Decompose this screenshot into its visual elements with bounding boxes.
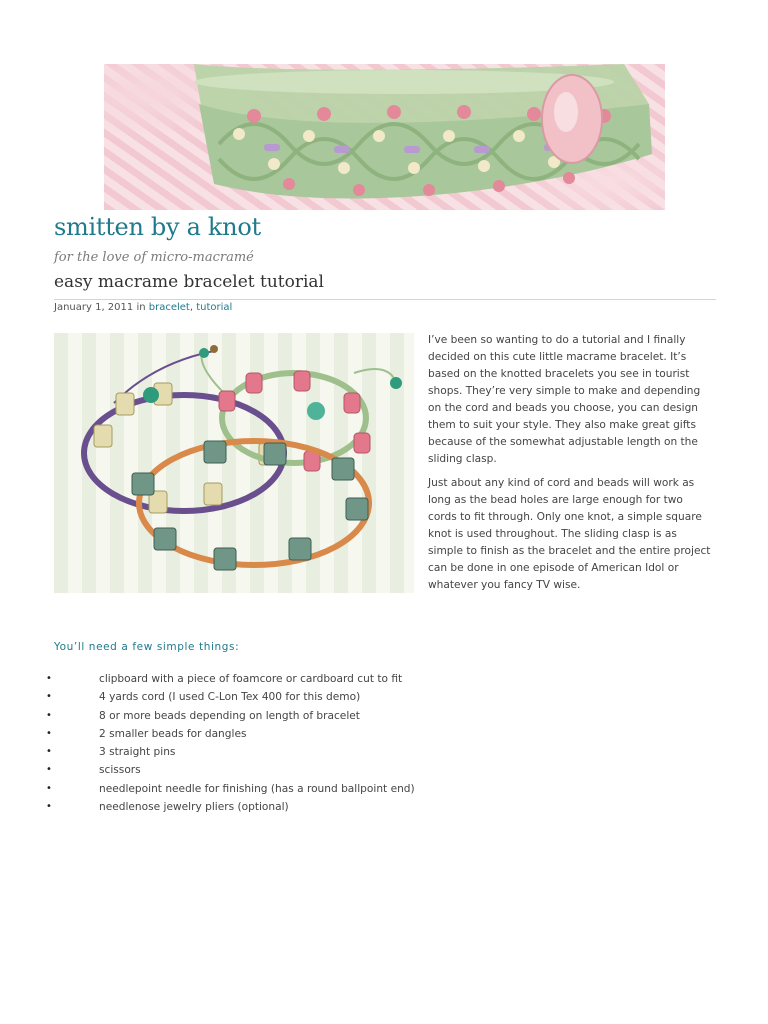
category-separator: , (189, 302, 194, 313)
supplies-heading: You’ll need a few simple things: (54, 641, 240, 653)
post-date: January 1, 2011 (54, 302, 134, 313)
supply-item-text: needlepoint needle for finishing (has a round ballpoint end) (99, 782, 415, 795)
bullet-icon: • (46, 691, 52, 703)
supply-item (0, 725, 415, 743)
bullet-icon: • (46, 709, 52, 721)
bullet-icon: • (46, 782, 52, 794)
category-link-tutorial[interactable]: tutorial (196, 302, 233, 313)
supply-item-text: 2 smaller beads for dangles (99, 727, 247, 740)
post-title[interactable]: easy macrame bracelet tutorial (54, 272, 324, 292)
supply-item (0, 780, 415, 798)
supply-item-text: needlenose jewelry pliers (optional) (99, 801, 289, 814)
macrame-bracelet-banner-illustration (104, 64, 665, 210)
supply-item-text: 3 straight pins (99, 746, 176, 759)
bullet-icon: • (46, 801, 52, 813)
supply-item-text: clipboard with a piece of foamcore or cardboard cut to fit (99, 673, 403, 685)
supply-item-text: scissors (99, 764, 141, 777)
intro-paragraph: I’ve been so wanting to do a tutorial and I finally decided on this cute little macrame bracelet. It’s based on the knotted bracelets you see in tourist shops. They’re very simple to make and depending on the cord and beads you choose, you can design them to suit your style. They also make great gifts because of the somewhat adjustable length on the sliding clasp. (428, 334, 701, 465)
bullet-icon: • (46, 727, 52, 739)
supply-item (0, 688, 415, 706)
bullet-icon: • (46, 746, 52, 758)
header-banner-image (104, 64, 665, 210)
supplies-list (0, 670, 415, 816)
supply-item-text: 4 yards cord (I used C-Lon Tex 400 for this demo) (99, 691, 361, 704)
supply-item (0, 798, 415, 816)
intro-paragraph: Just about any kind of cord and beads will work as long as the bead holes are large enough for two cords to fit through. Only one knot, a simple square knot is used throughout. The sliding clasp is as simple to finish as the bracelet and the entire project can be done in one episode of American Idol or whatever you fancy TV wise. (428, 477, 711, 591)
bullet-icon: • (46, 673, 52, 684)
supply-item (0, 707, 415, 725)
supply-item (0, 761, 415, 779)
site-tagline: for the love of micro-macramé (54, 250, 254, 265)
supply-item (0, 670, 415, 688)
post-meta (54, 302, 232, 313)
title-divider (54, 299, 716, 300)
supply-item-text: 8 or more beads depending on length of bracelet (99, 709, 360, 722)
bullet-icon: • (46, 764, 52, 776)
supply-item (0, 743, 415, 761)
post-meta-in: in (136, 302, 146, 313)
macrame-bracelets-illustration (54, 333, 414, 593)
site-title[interactable]: smitten by a knot (54, 213, 261, 241)
bracelets-photo (54, 333, 414, 593)
category-link-bracelet[interactable]: bracelet (148, 302, 190, 313)
post-intro (428, 332, 714, 601)
